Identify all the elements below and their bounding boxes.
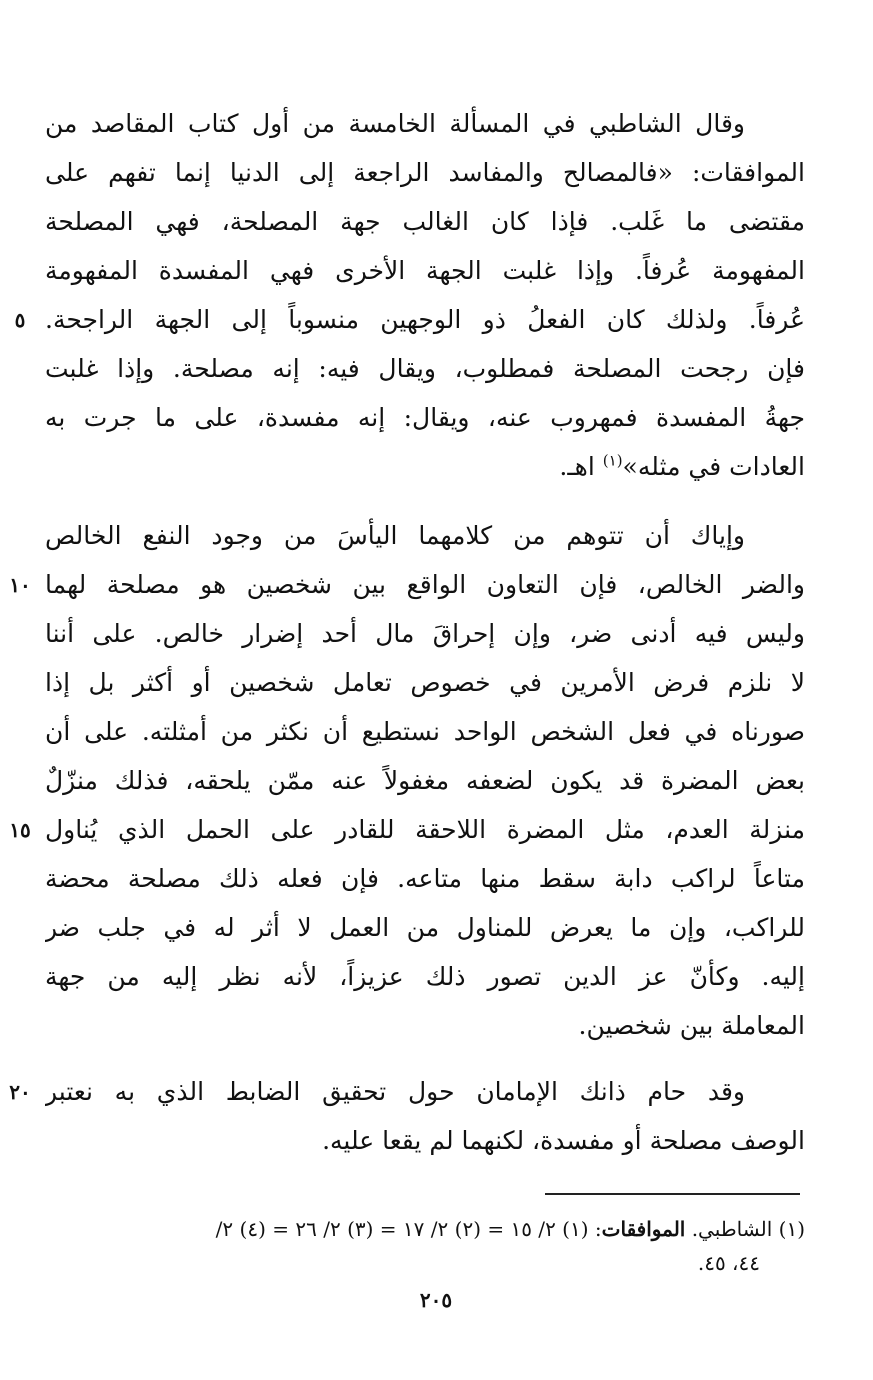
- quote-end-text: العادات في مثله»: [622, 452, 805, 481]
- footnote-references: : (١) ٢/ ١٥ = (٢) ٢/ ١٧ = (٣) ٢/ ٢٦ = (٤) ٢/: [215, 1217, 602, 1241]
- footnote-source-title: الموافقات: [601, 1217, 686, 1241]
- text-line: المفهومة عُرفاً. وإذا غلبت الجهة الأخرى فهي المفسدة المفهومة: [45, 256, 805, 285]
- quote-end-tail: اهـ.: [559, 452, 603, 481]
- text-line: بعض المضرة قد يكون لضعفه مغفولاً عنه ممّن يلحقه، فذلك منزّلٌ: [45, 766, 805, 795]
- text-line: المعاملة بين شخصين.: [578, 1011, 805, 1040]
- text-line: لا نلزم فرض الأمرين في خصوص تعامل شخصين أو أكثر بل إذا: [45, 668, 805, 697]
- text-line: وإياك أن تتوهم من كلامهما اليأسَ من وجود النفع الخالص: [45, 521, 745, 550]
- text-line: مقتضى ما غَلب. فإذا كان الغالب جهة المصلحة، فهي المصلحة: [45, 207, 805, 236]
- footnote-separator: [545, 1193, 800, 1195]
- text-line: والضر الخالص، فإن التعاون الواقع بين شخصين هو مصلحة لهما: [45, 570, 805, 599]
- text-line: جهةُ المفسدة فمهروب عنه، ويقال: إنه مفسدة، على ما جرت به: [45, 403, 805, 432]
- text-line: الوصف مصلحة أو مفسدة، لكنهما لم يقعا عليه.: [322, 1126, 805, 1155]
- text-line: للراكب، وإن ما يعرض للمناول من العمل لا أثر له في جلب ضر: [45, 913, 805, 942]
- text-line: وليس فيه أدنى ضر، وإن إحراقَ مال أحد إضرار خالص. على أننا: [45, 619, 805, 648]
- text-line: وقد حام ذانك الإمامان حول تحقيق الضابط الذي به نعتبر: [45, 1077, 745, 1106]
- line-number-20: ٢٠: [9, 1080, 31, 1104]
- text-line: إليه. وكأنّ عز الدين تصور ذلك عزيزاً، لأنه نظر إليه من جهة: [45, 962, 805, 991]
- text-line: الموافقات: «فالمصالح والمفاسد الراجعة إلى الدنيا إنما تفهم على: [45, 158, 805, 187]
- text-line: وقال الشاطبي في المسألة الخامسة من أول كتاب المقاصد من: [45, 109, 745, 138]
- text-line: متاعاً لراكب دابة سقط منها متاعه. فإن فعله ذلك مصلحة محضة: [45, 864, 805, 893]
- text-line: [45, 443, 805, 491]
- text-line: صورناه في فعل الشخص الواحد نستطيع أن نكثر من أمثلته. على أن: [45, 717, 805, 746]
- line-number-10: ١٠: [9, 573, 31, 597]
- text-line: عُرفاً. ولذلك كان الفعلُ ذو الوجهين منسوباً إلى الجهة الراجحة.: [45, 305, 805, 334]
- text-line: منزلة العدم، مثل المضرة اللاحقة للقادر على الحمل الذي يُناول: [45, 815, 805, 844]
- line-number-5: ٥: [14, 308, 26, 332]
- footnote-marker[interactable]: (١): [602, 451, 623, 470]
- text-line: فإن رجحت المصلحة فمطلوب، ويقال فيه: إنه مصلحة. وإذا غلبت: [45, 354, 805, 383]
- footnote-line-2: ٤٤، ٤٥.: [697, 1251, 760, 1275]
- line-number-15: ١٥: [9, 818, 31, 842]
- footnote: [45, 1212, 805, 1280]
- page-number: ٢٠٥: [419, 1288, 453, 1312]
- footnote-line-1: [45, 1212, 805, 1246]
- footnote-prefix: (١) الشاطبي.: [685, 1217, 805, 1241]
